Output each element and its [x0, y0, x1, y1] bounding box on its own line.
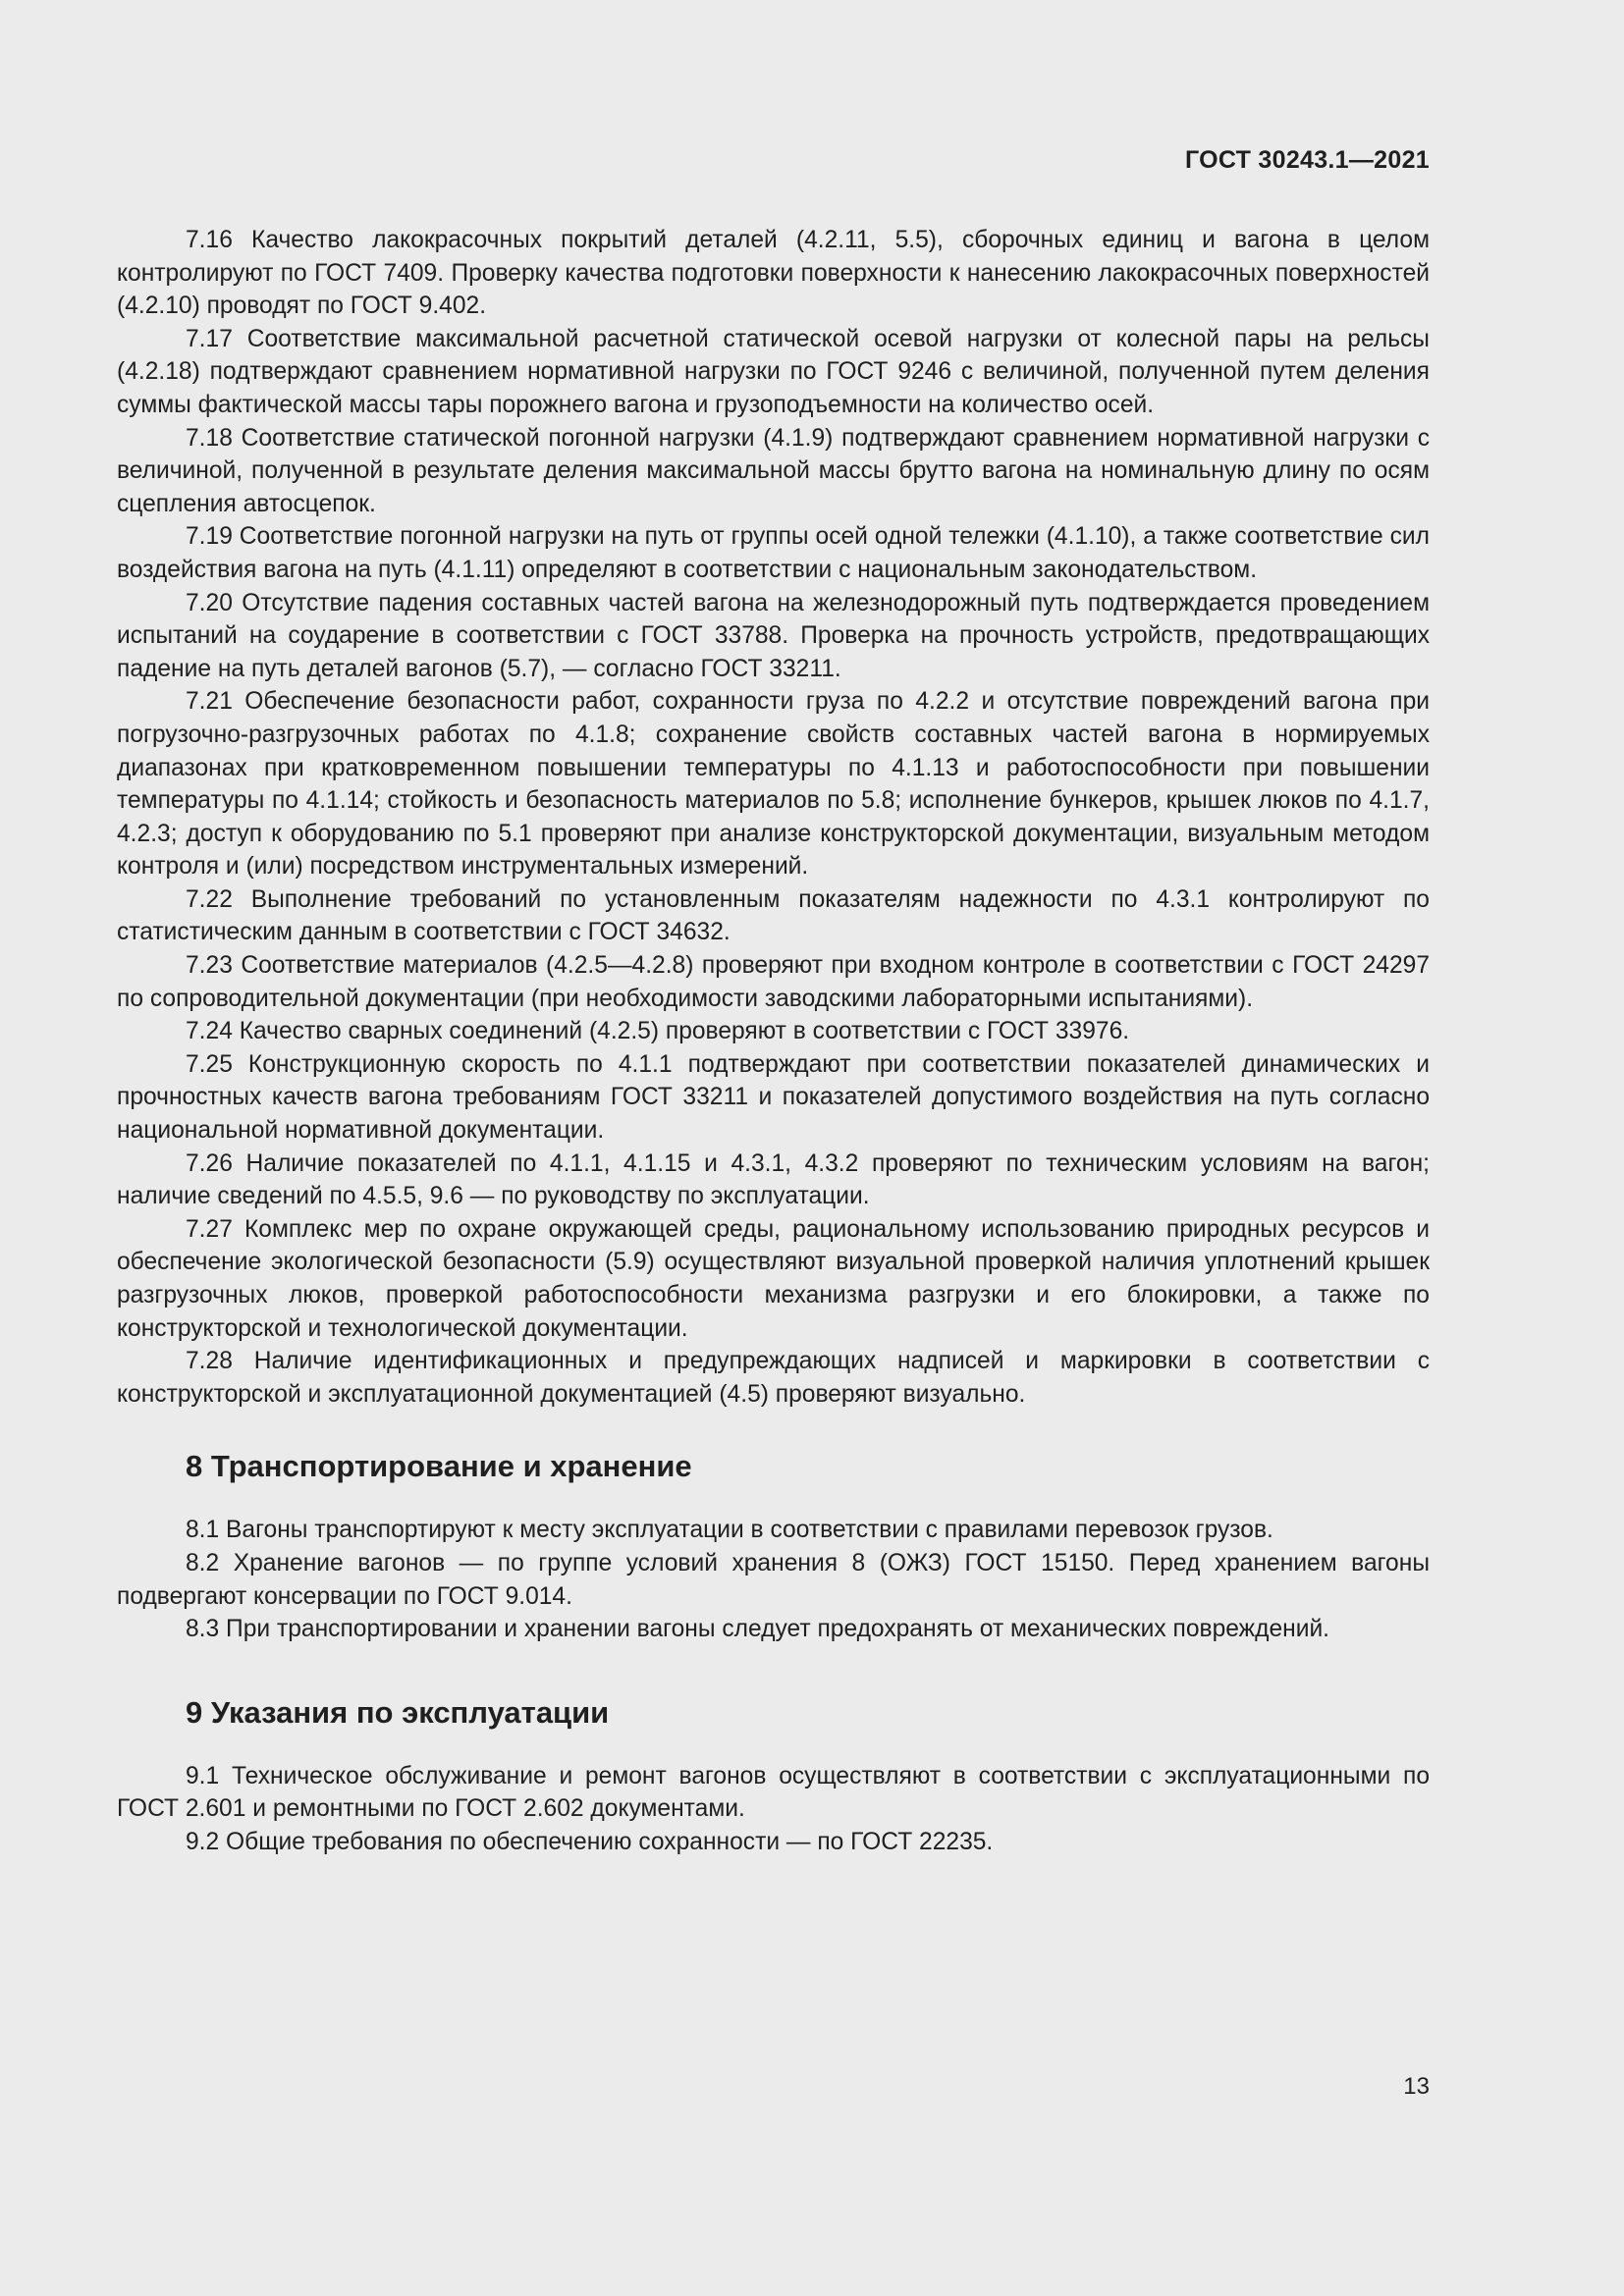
paragraph-8-2: 8.2 Хранение вагонов — по группе условий хранения 8 (ОЖЗ) ГОСТ 15150. Перед хранением вагоны подвергают консервации по ГОСТ 9.014. [117, 1549, 1430, 1610]
paragraph-7-26: 7.26 Наличие показателей по 4.1.1, 4.1.15 и 4.3.1, 4.3.2 проверяют по техническим условиям на вагон; наличие сведений по 4.5.5, 9.6 — по руководству по эксплуатации. [117, 1149, 1430, 1210]
paragraph-7-27: 7.27 Комплекс мер по охране окружающей среды, рациональному использованию природных ресурсов и обеспечение экологической безопасности (5.9) осуществляют визуальной проверкой наличия уплотнений крышек разгрузочных люков, проверкой работоспособности механизма разгрузки и его блокировки, а также по конструкторской и технологической документации. [117, 1215, 1430, 1342]
page-number: 13 [1403, 2073, 1430, 2100]
paragraph-7-18: 7.18 Соответствие статической погонной нагрузки (4.1.9) подтверждают сравнением нормативной нагрузки с величиной, полученной в результате деления максимальной массы брутто вагона на номинальную длину по осям сцепления автосцепок. [117, 424, 1430, 517]
paragraph-7-28: 7.28 Наличие идентификационных и предупреждающих надписей и маркировки в соответствии с конструкторской и эксплуатационной документацией (4.5) проверяют визуально. [117, 1348, 1430, 1408]
paragraph-7-24: 7.24 Качество сварных соединений (4.2.5) проверяют в соответствии с ГОСТ 33976. [186, 1018, 1130, 1045]
section-8-heading: 8 Транспортирование и хранение [186, 1449, 692, 1484]
document-code-header: ГОСТ 30243.1—2021 [1184, 146, 1430, 174]
paragraph-9-1: 9.1 Техническое обслуживание и ремонт вагонов осуществляют в соответствии с эксплуатационными по ГОСТ 2.601 и ремонтными по ГОСТ 2.602 документами. [117, 1762, 1430, 1823]
paragraph-8-1: 8.1 Вагоны транспортируют к месту эксплуатации в соответствии с правилами перевозок грузов. [186, 1517, 1273, 1544]
paragraph-7-21: 7.21 Обеспечение безопасности работ, сохранности груза по 4.2.2 и отсутствие повреждений вагона при погрузочно-разгрузочных работах по 4.1.8; сохранение свойств составных частей вагона в нормируемых диапазонах при кратковременном повышении температуры по 4.1.13 и работоспособности при повышении температуры по 4.1.14; стойкость и безопасность материалов по 5.8; исполнение бункеров, крышек люков по 4.1.7, 4.2.3; доступ к оборудованию по 5.1 проверяют при анализе конструкторской документации, визуальным методом контроля и (или) посредством инструментальных измерений. [117, 688, 1430, 881]
paragraph-7-22: 7.22 Выполнение требований по установленным показателям надежности по 4.3.1 контролируют по статистическим данным в соответствии с ГОСТ 34632. [117, 885, 1430, 946]
paragraph-7-25: 7.25 Конструкционную скорость по 4.1.1 подтверждают при соответствии показателей динамических и прочностных качеств вагона требованиям ГОСТ 33211 и показателей допустимого воздействия на путь согласно национальной нормативной документации. [117, 1050, 1430, 1145]
paragraph-9-2: 9.2 Общие требования по обеспечению сохранности — по ГОСТ 22235. [186, 1828, 994, 1855]
paragraph-7-16: 7.16 Качество лакокрасочных покрытий деталей (4.2.11, 5.5), сборочных единиц и вагона в целом контролируют по ГОСТ 7409. Проверку качества подготовки поверхности к нанесению лакокрасочных поверхностей (4.2.10) проводят по ГОСТ 9.402. [117, 227, 1430, 320]
paragraph-8-3: 8.3 При транспортировании и хранении вагоны следует предохранять от механических повреждений. [186, 1616, 1330, 1643]
section-9-heading: 9 Указания по эксплуатации [186, 1694, 610, 1730]
paragraph-7-23: 7.23 Соответствие материалов (4.2.5—4.2.8) проверяют при входном контроле в соответствии с ГОСТ 24297 по сопроводительной документации (при необходимости заводскими лабораторными испытаниями). [117, 952, 1430, 1012]
paragraph-7-17: 7.17 Соответствие максимальной расчетной статической осевой нагрузки от колесной пары на рельсы (4.2.18) подтверждают сравнением нормативной нагрузки по ГОСТ 9246 с величиной, полученной путем деления суммы фактической массы тары порожнего вагона и грузоподъемности на количество осей. [117, 325, 1430, 418]
paragraph-7-20: 7.20 Отсутствие падения составных частей вагона на железнодорожный путь подтверждается проведением испытаний на соударение в соответствии с ГОСТ 33788. Проверка на прочность устройств, предотвращающих падение на путь деталей вагонов (5.7), — согласно ГОСТ 33211. [117, 589, 1430, 682]
paragraph-7-19: 7.19 Соответствие погонной нагрузки на путь от группы осей одной тележки (4.1.10), а также соответствие сил воздействия вагона на путь (4.1.11) определяют в соответствии с национальным законодательством. [117, 523, 1430, 583]
page-body [117, 224, 1430, 1859]
